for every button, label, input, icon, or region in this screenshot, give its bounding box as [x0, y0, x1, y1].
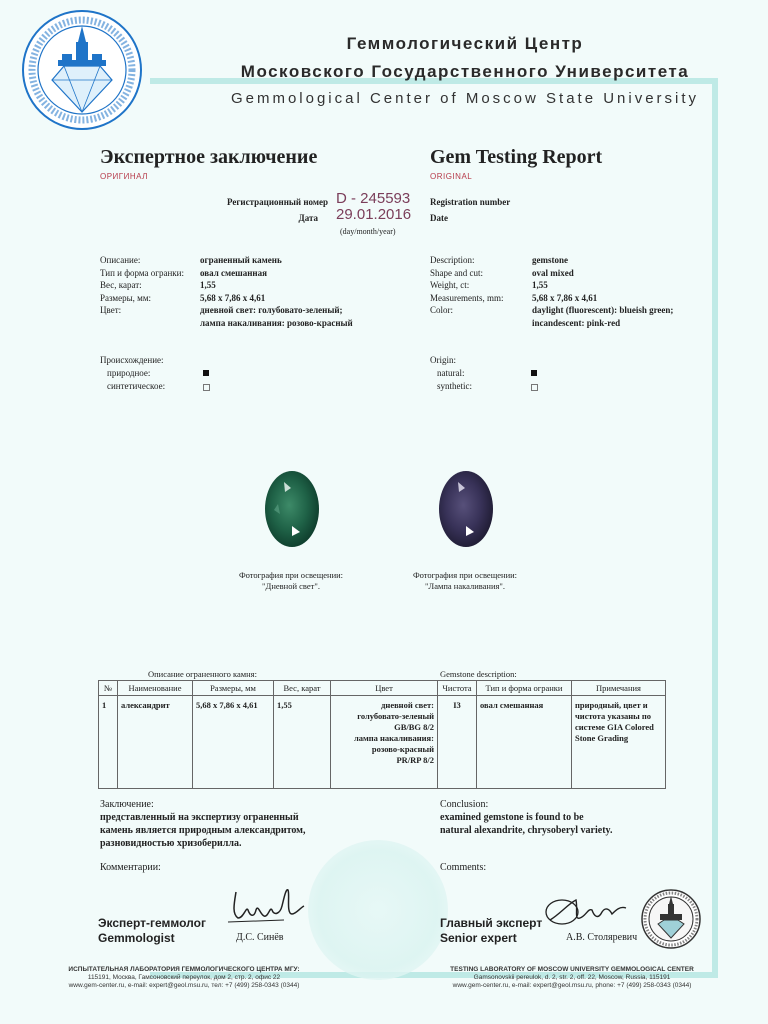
gemmologist-signature: [224, 884, 314, 928]
table-caption-ru: Описание ограненного камня:: [148, 669, 257, 679]
details-ru-value: 1,55: [200, 280, 216, 290]
reg-number: D - 245593: [336, 190, 411, 207]
origin-ru-natural: природное:: [107, 368, 151, 378]
table-cell-notes: [572, 696, 666, 789]
details-ru-label: Размеры, мм:: [100, 292, 152, 303]
footer-en-line: www.gem-center.ru, e-mail: expert@geol.msu.ru, phone: +7 (499) 258-0343 (0344): [452, 982, 692, 989]
photo-caption-line: "Дневной свет".: [262, 581, 320, 591]
details-en-label: Color:: [430, 305, 454, 315]
footer-ru-line: ИСПЫТАТЕЛЬНАЯ ЛАБОРАТОРИЯ ГЕММОЛОГИЧЕСКОГО ЦЕНТРА МГУ:: [68, 966, 300, 973]
details-ru-value: 5,68 x 7,86 x 4,61: [200, 292, 266, 303]
photo-caption-line: Фотография при освещении:: [412, 570, 518, 580]
gemmologist-title-en: Gemmologist: [98, 931, 175, 945]
original-ru: ОРИГИНАЛ: [100, 172, 148, 181]
natural-checkbox-checked: [531, 370, 537, 376]
natural-checkbox-checked: [203, 370, 209, 376]
photo-caption-line: "Лампа накаливания".: [424, 581, 506, 591]
conclusion-en-text: examined gemstone is found to be: [440, 812, 584, 823]
conclusion-ru-text: камень является природным александритом,: [100, 825, 306, 836]
table-cell-color: [331, 696, 438, 789]
table-cell-size: 5,68 x 7,86 x 4,61: [193, 696, 274, 789]
table-header-cell: №: [99, 681, 118, 696]
details-ru-label: [100, 317, 200, 330]
details-en-row: [430, 317, 673, 330]
photo-caption-line: Фотография при освещении:: [238, 570, 344, 580]
details-ru-label: Вес, карат:: [100, 280, 142, 290]
senior-expert-name: А.В. Столяревич: [566, 932, 638, 943]
table-cell-num: 1: [99, 696, 118, 789]
conclusion-ru: [100, 798, 305, 850]
details-ru-row: [100, 279, 353, 292]
details-ru: [100, 254, 353, 329]
details-en: [430, 254, 673, 329]
details-en-row: [430, 304, 673, 317]
origin-ru-label: Происхождение:: [100, 355, 164, 365]
reg-label-en: Registration number: [430, 197, 511, 207]
senior-expert-signature: [540, 890, 640, 932]
footer-en: [384, 966, 760, 990]
date-label-ru: Дата: [298, 213, 318, 223]
details-en-label: Description:: [430, 255, 475, 265]
table-header-cell: Наименование: [118, 681, 193, 696]
conclusion-en-label: Conclusion:: [440, 799, 489, 810]
table-caption-en: Gemstone description:: [440, 669, 517, 679]
notes-line: Stone Grading: [575, 733, 629, 743]
header-line3: Gemmological Center of Moscow State University: [230, 90, 700, 107]
footer-ru-line: 115191, Москва, Гамсоновский переулок, дом 2, стр. 2, офис 22: [87, 974, 281, 981]
title-en: Gem Testing Report: [430, 146, 603, 168]
conclusion-ru-text: разновидностью хризоберилла.: [100, 838, 242, 849]
details-ru-value: дневной свет: голубовато-зеленый;: [200, 305, 343, 315]
gemmologist-name: Д.С. Синёв: [236, 932, 284, 943]
details-ru-row: [100, 292, 353, 305]
details-ru-row: [100, 304, 353, 317]
msu-seal-logo: [20, 8, 144, 132]
origin-en-synthetic: synthetic:: [437, 381, 472, 391]
table-header-cell: Размеры, мм: [193, 681, 274, 696]
details-en-row: [430, 292, 673, 305]
notes-line: природный, цвет и: [575, 700, 648, 710]
gem-photo-daylight: [264, 470, 320, 548]
details-en-value: 1,55: [532, 280, 548, 290]
footer-ru: [14, 966, 354, 990]
details-ru-value: овал смешанная: [200, 267, 267, 278]
table-header-cell: Вес, карат: [274, 681, 331, 696]
details-en-value: daylight (fluorescent): blueish green;: [532, 305, 674, 315]
color-line: розово-красный: [371, 744, 434, 754]
frame-right-border: [712, 78, 718, 978]
notes-line: чистота указаны по: [575, 711, 652, 721]
details-en-row: [430, 279, 673, 292]
color-line: голубовато-зеленый: [357, 711, 434, 721]
date-label-en: Date: [430, 213, 448, 223]
footer-ru-line: www.gem-center.ru, e-mail: expert@geol.msu.ru, тел: +7 (499) 258-0343 (0344): [68, 982, 300, 989]
synthetic-checkbox-empty: [203, 384, 210, 391]
details-ru-value: ограненный камень: [200, 255, 282, 265]
synthetic-checkbox-empty: [531, 384, 538, 391]
senior-expert-title: [440, 916, 542, 946]
gemmologist-title-ru: Эксперт-геммолог: [98, 916, 206, 930]
table-cell-weight: 1,55: [274, 696, 331, 789]
footer-en-line: Gamsonovskii pereulok, d. 2, str. 2, off. 22, Moscow, Russia, 115191: [473, 974, 671, 981]
origin-en-label: Origin:: [430, 355, 456, 365]
details-en-row: [430, 267, 673, 280]
title-ru: Экспертное заключение: [100, 146, 318, 168]
table-cell-name: александрит: [118, 696, 193, 789]
table-header-cell: Тип и форма огранки: [477, 681, 572, 696]
table-cell-cut: овал смешанная: [477, 696, 572, 789]
color-line: GB/BG 8/2: [394, 722, 434, 732]
details-ru-label: Описание:: [100, 255, 141, 265]
details-ru-label: Цвет:: [100, 305, 122, 315]
gem-photo-incandescent: [438, 470, 494, 548]
notes-line: системе GIA Colored: [575, 722, 654, 732]
details-ru-value: лампа накаливания: розово-красный: [200, 317, 353, 328]
conclusion-en: [440, 798, 612, 837]
comments-ru-label: Комментарии:: [100, 862, 161, 873]
lab-seal-stamp: [640, 888, 702, 950]
origin-ru-synthetic: синтетическое:: [107, 381, 166, 391]
senior-expert-title-ru: Главный эксперт: [440, 916, 543, 930]
senior-expert-title-en: Senior expert: [440, 931, 517, 945]
details-en-value: oval mixed: [532, 267, 574, 278]
color-line: PR/RP 8/2: [396, 755, 434, 765]
conclusion-ru-label: Заключение:: [100, 799, 154, 810]
photo-caption-incandescent: [374, 570, 556, 592]
header-line1: Геммологический Центр: [346, 34, 584, 53]
conclusion-ru-text: представленный на экспертизу ограненный: [100, 812, 299, 823]
footer-en-line: TESTING LABORATORY OF MOSCOW UNIVERSITY GEMMOLOGICAL CENTER: [450, 966, 694, 973]
details-en-value: 5,68 x 7,86 x 4,61: [532, 292, 598, 303]
details-en-label: Measurements, mm:: [430, 292, 504, 303]
date-value: 29.01.2016: [336, 206, 412, 223]
details-en-label: [430, 317, 532, 330]
details-en-value: gemstone: [532, 255, 568, 265]
details-ru-row: [100, 317, 353, 330]
photo-caption-daylight: [200, 570, 382, 592]
details-en-label: Shape and cut:: [430, 267, 483, 278]
comments-en-label: Comments:: [440, 862, 487, 873]
reg-label-ru: Регистрационный номер: [226, 197, 328, 207]
details-ru-row: [100, 254, 353, 267]
table-cell-clarity: I3: [438, 696, 477, 789]
table-header-cell: Чистота: [438, 681, 477, 696]
details-ru-label: Тип и форма огранки:: [100, 267, 184, 278]
color-line: лампа накаливания:: [353, 733, 434, 743]
details-en-label: Weight, ct:: [430, 280, 470, 290]
gemmologist-title: [98, 916, 206, 946]
table-header-row: [99, 681, 666, 696]
color-line: дневной свет:: [381, 700, 434, 710]
watermark-seal: [308, 840, 448, 980]
gemstone-table: [98, 680, 666, 789]
table-header-cell: Цвет: [331, 681, 438, 696]
table-row: [99, 696, 666, 789]
table-header-cell: Примечания: [572, 681, 666, 696]
header-line2: Московского Государственного Университета: [240, 62, 690, 81]
conclusion-en-text: natural alexandrite, chrysoberyl variety.: [440, 825, 613, 836]
date-format: (day/month/year): [340, 227, 396, 236]
original-en: ORIGINAL: [430, 172, 473, 181]
details-en-value: incandescent: pink-red: [532, 317, 621, 328]
details-en-row: [430, 254, 673, 267]
origin-en-natural: natural:: [437, 368, 465, 378]
details-ru-row: [100, 267, 353, 280]
